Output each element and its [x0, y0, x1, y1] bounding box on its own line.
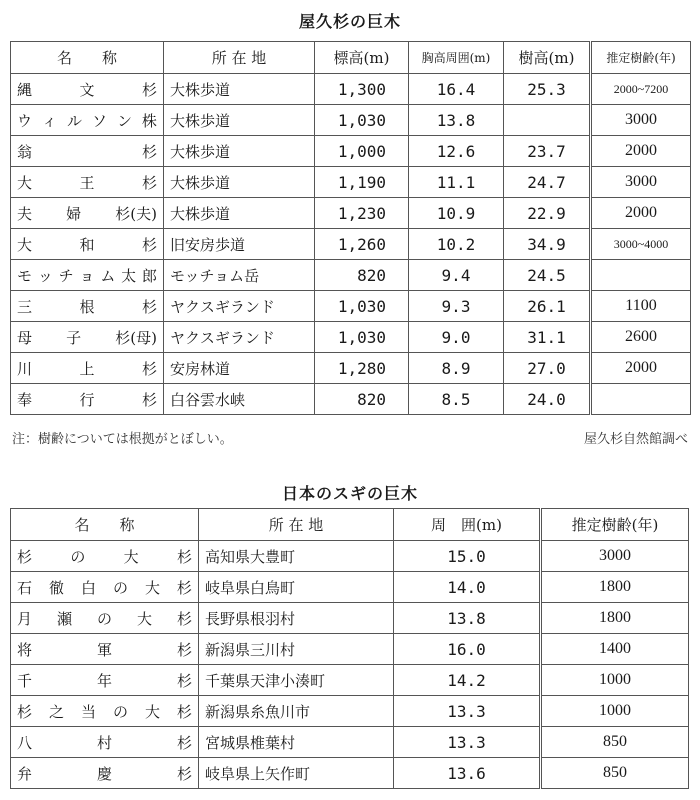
- tree-name-char: 株: [141, 111, 157, 130]
- tree-name-char: 子: [66, 328, 82, 347]
- tree-name-char: 大: [144, 702, 160, 721]
- tree-name-justified: [17, 358, 157, 379]
- tree-name-char: 年: [96, 671, 112, 690]
- tree-name-justified: [17, 389, 157, 410]
- tree-girth: 13.8: [394, 603, 541, 634]
- tree-name-char: 杉(夫): [115, 204, 157, 223]
- tree-name-char: 大: [123, 547, 139, 566]
- table-row: [11, 634, 689, 665]
- tree-name-justified: [17, 203, 157, 224]
- tree-location: 新潟県三川村: [199, 634, 394, 665]
- tree-girth: 11.1: [409, 167, 504, 198]
- tree-girth: 9.3: [409, 291, 504, 322]
- tree-location: 大株歩道: [164, 105, 315, 136]
- tree-girth: 9.0: [409, 322, 504, 353]
- tree-location: 岐阜県白鳥町: [199, 572, 394, 603]
- tree-name-char: 杉: [141, 359, 157, 378]
- tree-name-char: 徹: [48, 578, 64, 597]
- tree-name-char: 当: [80, 702, 96, 721]
- tree-girth: 13.3: [394, 696, 541, 727]
- tree-name-char: 白: [80, 578, 96, 597]
- tree-name-char: 大: [17, 173, 33, 192]
- tree-girth: 8.5: [409, 384, 504, 415]
- tree-name: [11, 634, 199, 665]
- tree-name-char: 杉: [176, 733, 192, 752]
- tree-age: 2000: [591, 136, 691, 167]
- tree-age: 1000: [541, 696, 689, 727]
- tree-name-char: 将: [17, 640, 33, 659]
- header-location: 所 在 地: [199, 509, 394, 541]
- tree-name: [11, 541, 199, 572]
- header-girth: 周 囲(m): [394, 509, 541, 541]
- table1-title: 屋久杉の巨木: [298, 12, 401, 31]
- tree-height: 23.7: [504, 136, 591, 167]
- tree-age: 3000~4000: [591, 229, 691, 260]
- tree-name-char: モ: [17, 266, 33, 285]
- tree-name: [11, 260, 164, 291]
- tree-name-char: 根: [79, 297, 95, 316]
- tree-name-char: 文: [79, 80, 95, 99]
- japan-cedar-giant-trees-table: [10, 508, 689, 789]
- tree-age: 3000: [541, 541, 689, 572]
- tree-girth: 13.8: [409, 105, 504, 136]
- tree-height: 24.0: [504, 384, 591, 415]
- tree-girth: 13.6: [394, 758, 541, 789]
- table-row: [11, 198, 691, 229]
- table1-source: 屋久杉自然館調べ: [583, 432, 688, 447]
- tree-name-char: 行: [79, 390, 95, 409]
- tree-name-char: 杉: [17, 702, 33, 721]
- tree-age: 2000~7200: [591, 74, 691, 105]
- tree-age: 850: [541, 727, 689, 758]
- tree-elevation: 1,000: [315, 136, 409, 167]
- tree-girth: 12.6: [409, 136, 504, 167]
- tree-height: 34.9: [504, 229, 591, 260]
- tree-name: [11, 198, 164, 229]
- tree-name-char: 王: [79, 173, 95, 192]
- tree-name-char: 弁: [17, 764, 33, 783]
- tree-name-justified: [17, 234, 157, 255]
- tree-name: [11, 136, 164, 167]
- header-name: 名 称: [11, 509, 199, 541]
- tree-name-char: 杉: [141, 297, 157, 316]
- table1-note: 注：樹齢については根拠がとぼしい。: [12, 432, 233, 447]
- tree-name-char: の: [70, 547, 86, 566]
- header-name: 名 称: [11, 42, 164, 74]
- tree-name-char: 杉: [176, 609, 192, 628]
- table-row: [11, 696, 689, 727]
- tree-name-char: 杉: [141, 142, 157, 161]
- tree-age: 2600: [591, 322, 691, 353]
- tree-name-char: 婦: [66, 204, 82, 223]
- table-row: [11, 353, 691, 384]
- tree-name-char: の: [112, 702, 128, 721]
- tree-name-char: ム: [100, 266, 116, 285]
- tree-elevation: 1,030: [315, 291, 409, 322]
- tree-location: 大株歩道: [164, 167, 315, 198]
- tree-name-justified: [17, 79, 157, 100]
- tree-name-char: 大: [144, 578, 160, 597]
- tree-name: [11, 758, 199, 789]
- tree-girth: 13.3: [394, 727, 541, 758]
- tree-name-char: 川: [17, 359, 33, 378]
- tree-name-justified: [17, 608, 192, 629]
- tree-name-justified: [17, 577, 192, 598]
- tree-girth: 10.9: [409, 198, 504, 229]
- tree-name-justified: [17, 296, 157, 317]
- tree-elevation: 820: [315, 384, 409, 415]
- tree-name: [11, 603, 199, 634]
- tree-name-char: ッ: [37, 266, 53, 285]
- table-row: [11, 727, 689, 758]
- header-elevation: 標高(m): [315, 42, 409, 74]
- tree-location: 大株歩道: [164, 74, 315, 105]
- tree-girth: 9.4: [409, 260, 504, 291]
- tree-location: 高知県大豊町: [199, 541, 394, 572]
- tree-elevation: 1,190: [315, 167, 409, 198]
- tree-name-char: 瀬: [56, 609, 72, 628]
- table-row: [11, 384, 691, 415]
- tree-name-justified: [17, 110, 157, 131]
- table-row: [11, 665, 689, 696]
- tree-elevation: 1,030: [315, 322, 409, 353]
- tree-name-char: 夫: [17, 204, 33, 223]
- tree-name-char: 奉: [17, 390, 33, 409]
- tree-age: [591, 260, 691, 291]
- tree-location: ヤクスギランド: [164, 291, 315, 322]
- tree-name-char: ョ: [79, 266, 95, 285]
- tree-name-char: 杉: [176, 671, 192, 690]
- tree-name-char: チ: [58, 266, 74, 285]
- table2-title: 日本のスギの巨木: [281, 484, 418, 503]
- tree-location: 大株歩道: [164, 198, 315, 229]
- tree-name-justified: [17, 172, 157, 193]
- tree-name-char: ウ: [17, 111, 33, 130]
- tree-girth: 15.0: [394, 541, 541, 572]
- tree-girth: 8.9: [409, 353, 504, 384]
- tree-age: 3000: [591, 167, 691, 198]
- tree-location: 岐阜県上矢作町: [199, 758, 394, 789]
- tree-name-char: 杉: [176, 764, 192, 783]
- tree-height: 26.1: [504, 291, 591, 322]
- tree-location: ヤクスギランド: [164, 322, 315, 353]
- tree-name-char: ル: [66, 111, 82, 130]
- tree-height: 27.0: [504, 353, 591, 384]
- tree-name-char: 杉: [141, 80, 157, 99]
- table-row: [11, 322, 691, 353]
- tree-name-char: 慶: [96, 764, 112, 783]
- tree-name-justified: [17, 701, 192, 722]
- tree-name-char: 郎: [141, 266, 157, 285]
- tree-name-justified: [17, 546, 192, 567]
- tree-name-char: 月: [17, 609, 33, 628]
- tree-age: 850: [541, 758, 689, 789]
- tree-age: 1100: [591, 291, 691, 322]
- tree-age: 1800: [541, 603, 689, 634]
- tree-elevation: 1,260: [315, 229, 409, 260]
- tree-name-char: 八: [17, 733, 33, 752]
- tree-name: [11, 291, 164, 322]
- tree-name: [11, 74, 164, 105]
- tree-name-justified: [17, 732, 192, 753]
- tree-age: 1400: [541, 634, 689, 665]
- table-row: [11, 603, 689, 634]
- tree-height: 31.1: [504, 322, 591, 353]
- tree-location: 旧安房歩道: [164, 229, 315, 260]
- tree-height: 24.7: [504, 167, 591, 198]
- tree-name: [11, 322, 164, 353]
- tree-name-char: 和: [79, 235, 95, 254]
- tree-name-char: 大: [136, 609, 152, 628]
- tree-location: 千葉県天津小湊町: [199, 665, 394, 696]
- table-row: [11, 758, 689, 789]
- tree-elevation: 1,300: [315, 74, 409, 105]
- tree-name: [11, 167, 164, 198]
- tree-name-char: 三: [17, 297, 33, 316]
- tree-girth: 14.0: [394, 572, 541, 603]
- tree-girth: 14.2: [394, 665, 541, 696]
- tree-girth: 16.4: [409, 74, 504, 105]
- tree-location: 新潟県糸魚川市: [199, 696, 394, 727]
- header-height: 樹高(m): [504, 42, 591, 74]
- tree-height: 22.9: [504, 198, 591, 229]
- tree-name-char: 杉: [141, 173, 157, 192]
- header-girth: 胸高周囲(m): [409, 42, 504, 74]
- tree-name-char: 杉: [176, 702, 192, 721]
- tree-height: 24.5: [504, 260, 591, 291]
- table-row: [11, 74, 691, 105]
- table-row: [11, 572, 689, 603]
- header-age: 推定樹齢(年): [541, 509, 689, 541]
- tree-name-char: 村: [96, 733, 112, 752]
- table-row: [11, 136, 691, 167]
- tree-name-char: の: [96, 609, 112, 628]
- tree-name-char: 千: [17, 671, 33, 690]
- tree-location: モッチョム岳: [164, 260, 315, 291]
- tree-location: 大株歩道: [164, 136, 315, 167]
- tree-name: [11, 384, 164, 415]
- tree-name-justified: [17, 265, 157, 286]
- tree-name: [11, 353, 164, 384]
- table-row: [11, 260, 691, 291]
- table2-header-row: [11, 509, 689, 541]
- tree-girth: 16.0: [394, 634, 541, 665]
- tree-elevation: 1,280: [315, 353, 409, 384]
- tree-name: [11, 665, 199, 696]
- tree-name-char: 杉: [176, 547, 192, 566]
- yakusugi-giant-trees-table: [10, 41, 691, 415]
- tree-name-char: ン: [116, 111, 132, 130]
- tree-name-char: 杉(母): [115, 328, 157, 347]
- header-age: 推定樹齢(年): [591, 42, 691, 74]
- tree-name-justified: [17, 639, 192, 660]
- tree-age: [591, 384, 691, 415]
- table1-header-row: [11, 42, 691, 74]
- tree-girth: 10.2: [409, 229, 504, 260]
- table-row: [11, 167, 691, 198]
- tree-height: [504, 105, 591, 136]
- tree-age: 1800: [541, 572, 689, 603]
- tree-age: 2000: [591, 198, 691, 229]
- tree-age: 2000: [591, 353, 691, 384]
- tree-name-char: 杉: [17, 547, 33, 566]
- table-row: [11, 291, 691, 322]
- header-location: 所 在 地: [164, 42, 315, 74]
- tree-name-char: ソ: [91, 111, 107, 130]
- tree-location: 白谷雲水峡: [164, 384, 315, 415]
- tree-name-char: 翁: [17, 142, 33, 161]
- table-row: [11, 229, 691, 260]
- tree-name: [11, 229, 164, 260]
- tree-name-char: 杉: [141, 390, 157, 409]
- tree-name-char: 大: [17, 235, 33, 254]
- tree-name-char: 之: [48, 702, 64, 721]
- tree-location: 長野県根羽村: [199, 603, 394, 634]
- tree-age: 1000: [541, 665, 689, 696]
- tree-location: 安房林道: [164, 353, 315, 384]
- tree-name: [11, 696, 199, 727]
- tree-name: [11, 727, 199, 758]
- tree-height: 25.3: [504, 74, 591, 105]
- tree-name: [11, 572, 199, 603]
- tree-elevation: 1,030: [315, 105, 409, 136]
- tree-name-char: 母: [17, 328, 33, 347]
- tree-name-char: 石: [17, 578, 33, 597]
- tree-name-justified: [17, 327, 157, 348]
- tree-location: 宮城県椎葉村: [199, 727, 394, 758]
- tree-name-char: 太: [121, 266, 137, 285]
- tree-name-char: 上: [79, 359, 95, 378]
- tree-name-char: 杉: [176, 640, 192, 659]
- tree-name-char: 縄: [17, 80, 33, 99]
- tree-age: 3000: [591, 105, 691, 136]
- tree-name: [11, 105, 164, 136]
- tree-name-char: 杉: [141, 235, 157, 254]
- tree-name-char: 軍: [96, 640, 112, 659]
- tree-name-char: の: [112, 578, 128, 597]
- tree-name-justified: [17, 670, 192, 691]
- tree-elevation: 1,230: [315, 198, 409, 229]
- tree-name-justified: [17, 763, 192, 784]
- table-row: [11, 105, 691, 136]
- tree-name-justified: [17, 141, 157, 162]
- tree-elevation: 820: [315, 260, 409, 291]
- tree-name-char: 杉: [176, 578, 192, 597]
- table-row: [11, 541, 689, 572]
- tree-name-char: ィ: [41, 111, 57, 130]
